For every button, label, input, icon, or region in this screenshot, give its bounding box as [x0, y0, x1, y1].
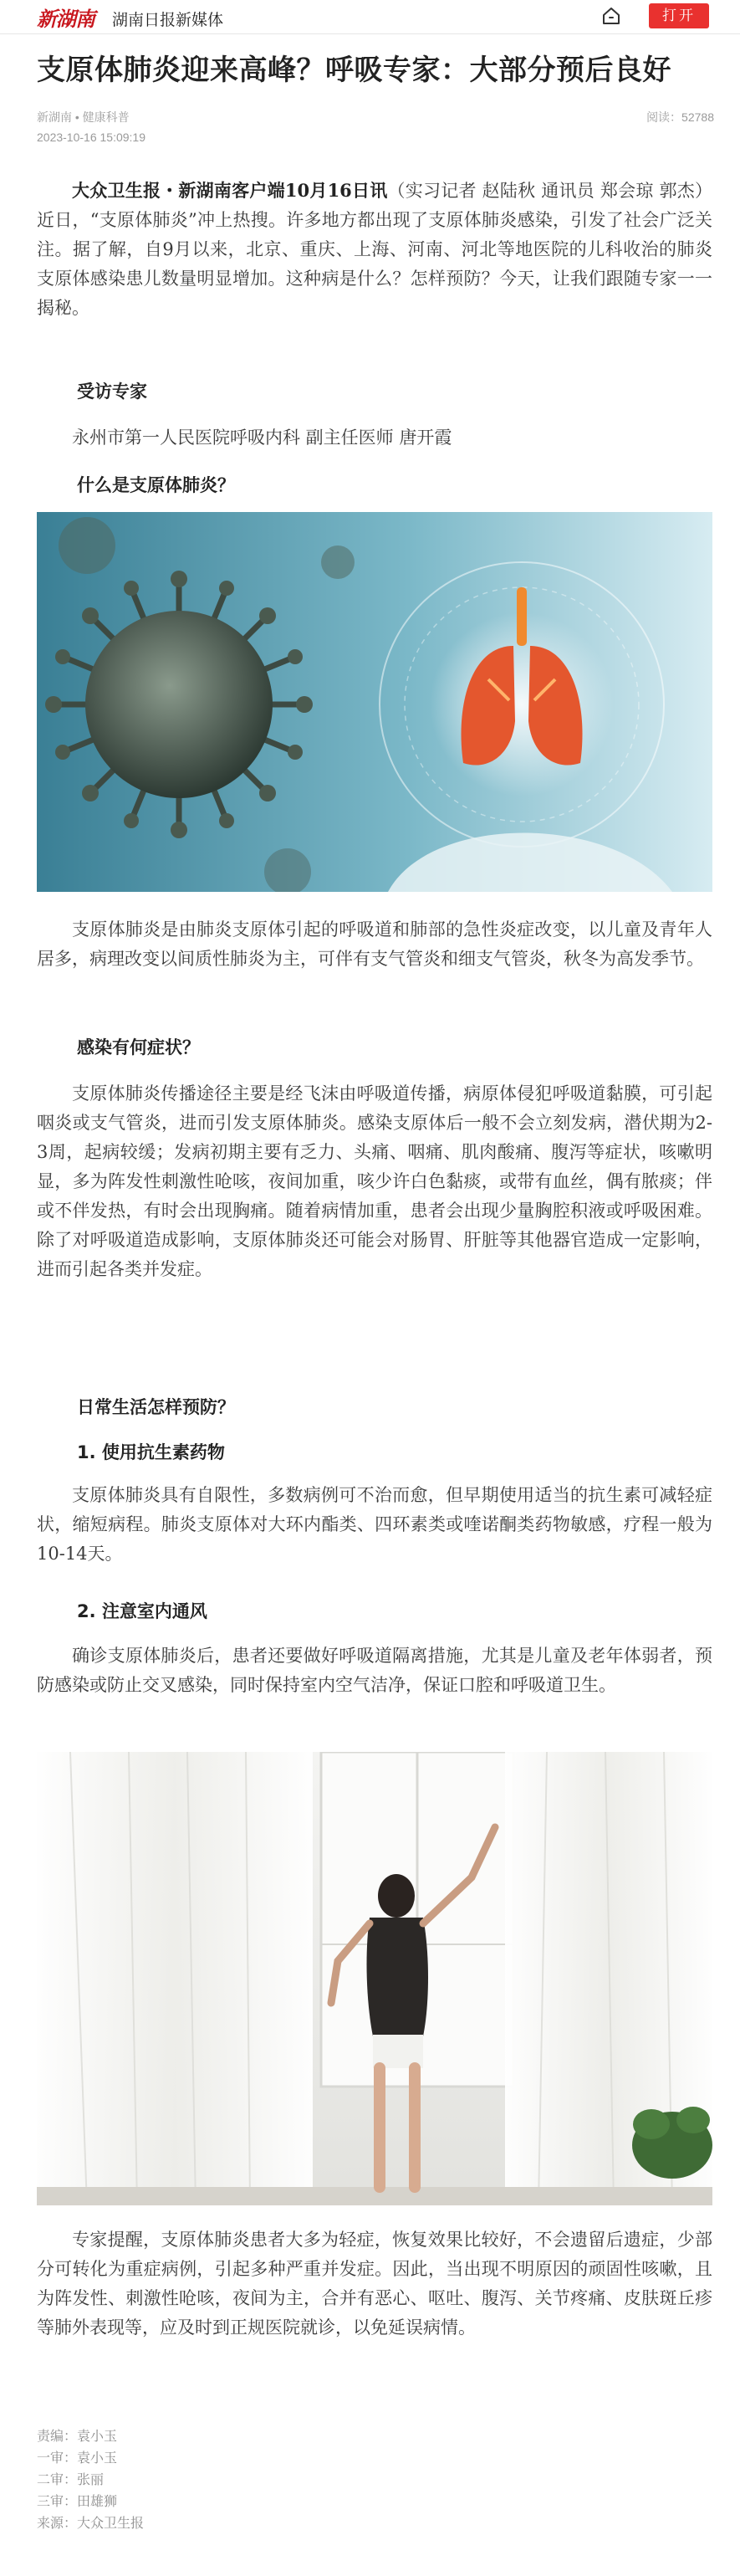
credit-second-review: 二审：张丽: [37, 2473, 105, 2487]
credit-source: 来源：大众卫生报: [37, 2517, 145, 2531]
article-title: 支原体肺炎迎来高峰？呼吸专家：大部分预后良好: [37, 54, 671, 87]
top-bar: [0, 0, 740, 34]
virus-lung-image: [37, 512, 712, 892]
window-curtain-image: [37, 1752, 712, 2205]
brand-name: 湖南日报新媒体: [112, 12, 224, 29]
paragraph-ventilation: 确诊支原体肺炎后，患者还要做好呼吸道隔离措施，尤其是儿童及老年体弱者，预防感染或防止交叉感染，同时保持室内空气洁净，保证口腔和呼吸道卫生。: [37, 1646, 712, 1695]
view-count: 阅读：52788: [646, 110, 714, 124]
intro-paragraph: [37, 176, 712, 323]
article-source: 新湖南 • 健康科普: [37, 110, 130, 124]
intro-body: （实习记者 赵陆秋 通讯员 郑会琼 郭杰）近日，“支原体肺炎”冲上热搜。许多地方都出现了支原体肺炎感染，引发了社会广泛关注。据了解，自9月以来，北京、重庆、上海、河南、河北等地医院的儿科收治的肺炎支原体感染患儿数量明显增加。这种病是什么？怎样预防？今天，让我们跟随专家一一揭秘。: [37, 181, 712, 318]
article-date: 2023-10-16 15:09:19: [37, 131, 145, 144]
intro-lead: 大众卫生报・新湖南客户端10月16日讯: [72, 180, 388, 201]
open-app-button[interactable]: 打开: [649, 3, 709, 28]
expert-heading: 受访专家: [77, 382, 147, 402]
credit-editor: 责编：袁小玉: [37, 2430, 118, 2444]
paragraph-what: 支原体肺炎是由肺炎支原体引起的呼吸道和肺部的急性炎症改变，以儿童及青年人居多，病理改变以间质性肺炎为主，可伴有支气管炎和细支气管炎，秋冬为高发季节。: [37, 919, 712, 969]
heading-symptoms: 感染有何症状？: [77, 1037, 200, 1058]
editor-credits: [37, 2426, 144, 2535]
paragraph-antibiotics: 支原体肺炎具有自限性，多数病例可不治而愈，但早期使用适当的抗生素可减轻症状，缩短病程。肺炎支原体对大环内酯类、四环素类或喹诺酮类药物敏感，疗程一般为10-14天。: [37, 1485, 712, 1564]
paragraph-symptoms: 支原体肺炎传播途径主要是经飞沫由呼吸道传播，病原体侵犯呼吸道黏膜，可引起咽炎或支气管炎，进而引发支原体肺炎。感染支原体后一般不会立刻发病，潜伏期为2-3周，起病较缓；发病初期主要有乏力、头痛、咽痛、肌肉酸痛、腹泻等症状，咳嗽明显，多为阵发性刺激性呛咳，夜间加重，咳少许白色黏痰，或带有血丝，偶有脓痰；伴或不伴发热，有时会出现胸痛。随着病情加重，患者会出现少量胸腔积液或呼吸困难。除了对呼吸道造成影响，支原体肺炎还可能会对肠胃、肝脏等其他器官造成一定影响，进而引起各类并发症。: [37, 1083, 712, 1279]
article-meta: [37, 107, 714, 147]
credit-third-review: 三审：田雄狮: [37, 2495, 118, 2509]
expert-text: 永州市第一人民医院呼吸内科 副主任医师 唐开霞: [72, 428, 452, 448]
app-logo[interactable]: 新湖南: [37, 7, 94, 31]
heading-prevent: 日常生活怎样预防？: [77, 1397, 235, 1417]
heading-antibiotics: 1. 使用抗生素药物: [77, 1442, 225, 1462]
credit-first-review: 一审：袁小玉: [37, 2451, 118, 2466]
home-icon[interactable]: [600, 5, 622, 27]
heading-what: 什么是支原体肺炎？: [77, 475, 235, 495]
paragraph-advice: 专家提醒，支原体肺炎患者大多为轻症，恢复效果比较好，不会遗留后遗症，少部分可转化为重症病例，引起多种严重并发症。因此，当出现不明原因的顽固性咳嗽，且为阵发性、刺激性呛咳，夜间为主，合并有恶心、呕吐、腹泻、关节疼痛、皮肤斑丘疹等肺外表现等，应及时到正规医院就诊，以免延误病情。: [37, 2230, 712, 2338]
heading-ventilation: 2. 注意室内通风: [77, 1601, 207, 1621]
